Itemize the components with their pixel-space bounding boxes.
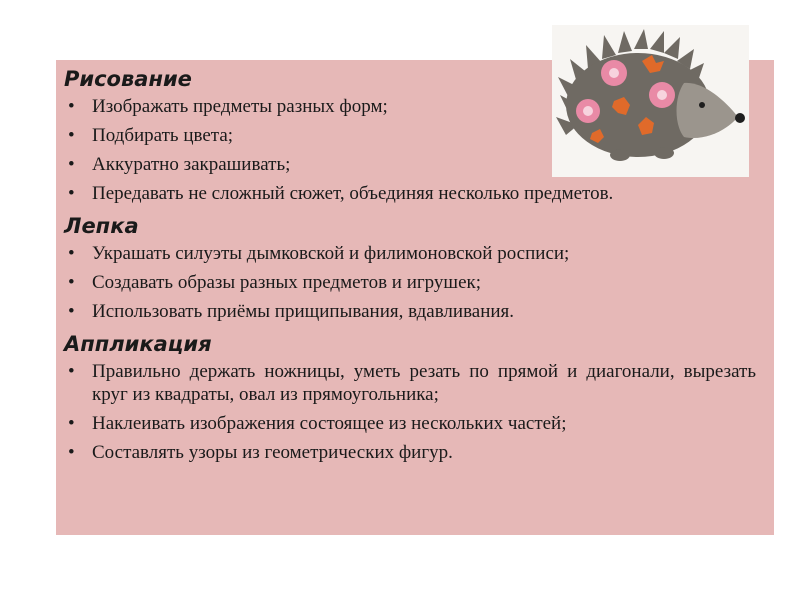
section-list-modeling: [64, 242, 756, 323]
section-heading-drawing: Рисование: [64, 67, 192, 91]
hedgehog-applique-icon: [552, 25, 749, 177]
list-item-text: Передавать не сложный сюжет, объединяя несколько предметов.: [92, 183, 614, 204]
list-item: [64, 242, 756, 265]
bullet: •: [68, 154, 75, 175]
bullet: •: [68, 243, 75, 264]
list-item-text: Наклеивать изображения состоящее из нескольких частей;: [92, 413, 567, 434]
bullet: •: [68, 301, 75, 322]
list-item: [64, 271, 756, 294]
bullet: •: [68, 125, 75, 146]
list-item-text: Составлять узоры из геометрических фигур.: [92, 442, 453, 463]
section-list-applique: [64, 360, 756, 464]
list-item-text: Украшать силуэты дымковской и филимоновской росписи;: [92, 243, 570, 264]
section-heading-applique: Аппликация: [64, 332, 212, 356]
list-item: [64, 182, 756, 205]
list-item: [64, 360, 756, 406]
section-heading-modeling: Лепка: [64, 214, 139, 238]
hedgehog-applique-image: [552, 25, 749, 177]
bullet: •: [68, 183, 75, 204]
list-item-text: Использовать приёмы прищипывания, вдавливания.: [92, 301, 515, 322]
bullet: •: [68, 442, 75, 463]
list-item: [64, 412, 756, 435]
list-item-text: Создавать образы разных предметов и игрушек;: [92, 272, 482, 293]
list-item-text: Подбирать цвета;: [92, 125, 234, 146]
bullet: •: [68, 361, 75, 382]
bullet: •: [68, 413, 75, 434]
bullet: •: [68, 96, 75, 117]
list-item-text: Правильно держать ножницы, уметь резать по прямой и диагонали, вырезать круг из квадраты, овал из прямоугольника;: [92, 361, 756, 405]
list-item: [64, 300, 756, 323]
list-item-text: Изображать предметы разных форм;: [92, 96, 388, 117]
list-item: [64, 441, 756, 464]
list-item-text: Аккуратно закрашивать;: [92, 154, 291, 175]
bullet: •: [68, 272, 75, 293]
